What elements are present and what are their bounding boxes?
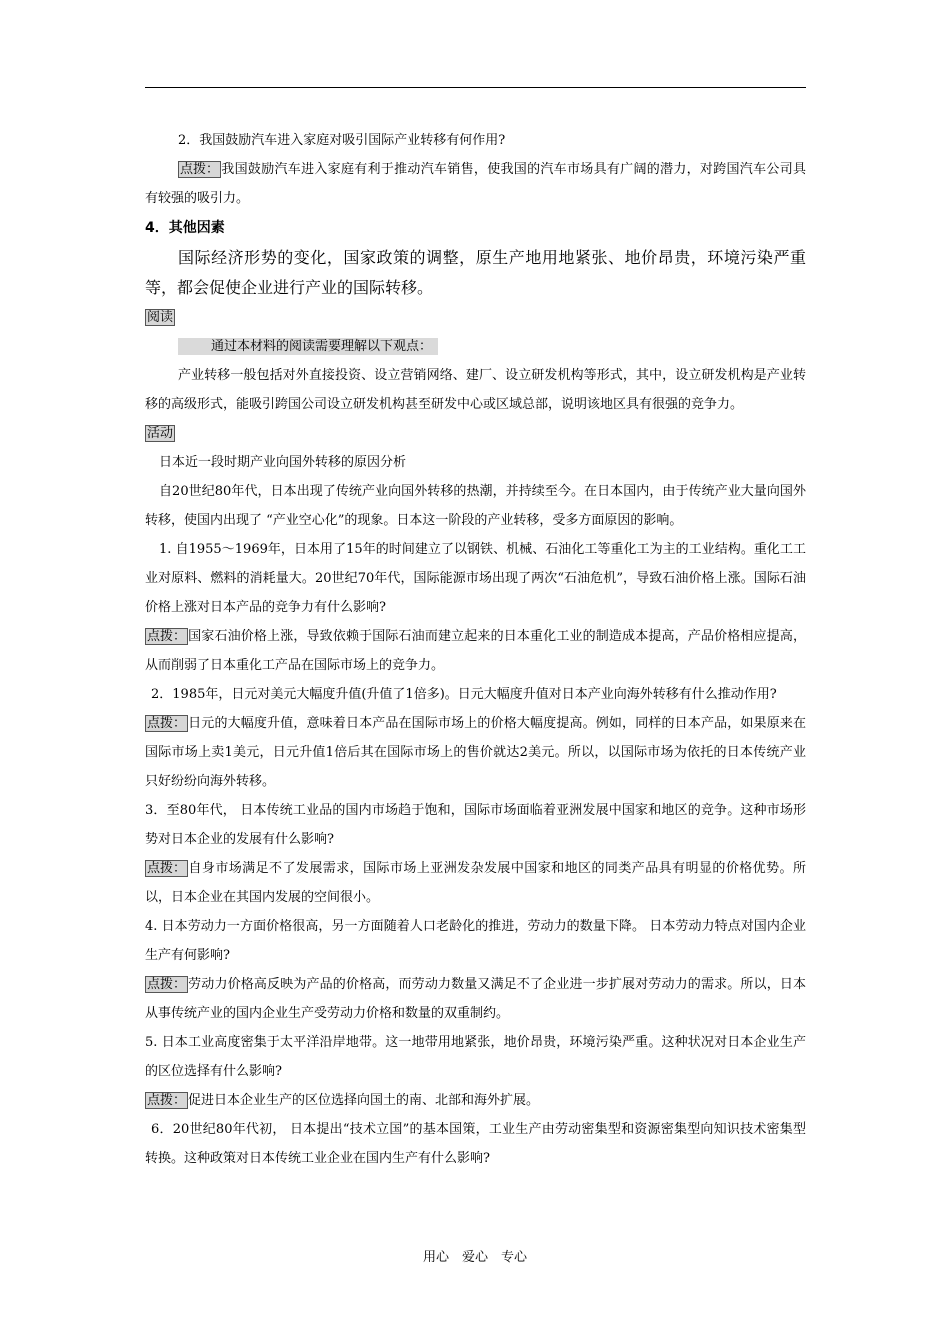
- tip-label: 点拨：: [180, 162, 220, 177]
- header-rule: [145, 87, 806, 88]
- tip-label: 点拨：: [147, 1093, 187, 1108]
- tip-label: 点拨：: [147, 977, 187, 992]
- question-1: 1. 自1955～1969年，日本用了15年的时间建立了以钢铁、机械、石油化工等重化工为主的工业结构。重化工工业对原料、燃料的消耗量大。20世纪70年代，国际能源市场出现了两次“石油危机”，导致石油价格上涨。国际石油价格上涨对日本产品的竞争力有什么影响?: [145, 542, 806, 615]
- paragraph-other-factors: 国际经济形势的变化，国家政策的调整，原生产地用地紧张、地价昂贵，环境污染严重等，都会促使企业进行产业的国际转移。: [145, 248, 806, 297]
- answer-1: 点拨： 国家石油价格上涨，导致依赖于国际石油而建立起来的日本重化工业的制造成本提高，产品价格相应提高，从而削弱了日本重化工产品在国际市场上的竞争力。: [145, 629, 806, 673]
- question-2: 2．1985年，日元对美元大幅度升值(升值了1倍多)。日元大幅度升值对日本产业向海外转移有什么推动作用?: [151, 687, 777, 702]
- reading-intro-line: [145, 332, 806, 361]
- section-heading-other-factors: 4．其他因素: [145, 220, 225, 236]
- question-6: 6．20世纪80年代初， 日本提出“技术立国”的基本国策，工业生产由劳动密集型和资源密集型向知识技术密集型转换。这种政策对日本传统工业企业在国内生产有什么影响?: [145, 1122, 806, 1166]
- document-body: [145, 126, 806, 1173]
- tip-label: 点拨：: [147, 861, 187, 876]
- answer-5: 点拨： 促进日本企业生产的区位选择向国土的南、北部和海外扩展。: [147, 1093, 540, 1108]
- reading-intro: 通过本材料的阅读需要理解以下观点：: [178, 338, 438, 355]
- reading-label-line: [145, 303, 806, 332]
- tip-label: 点拨：: [147, 629, 187, 644]
- answer-2: 点拨： 日元的大幅度升值，意味着日本产品在国际市场上的价格大幅度提高。例如，同样的日本产品，如果原来在国际市场上卖1美元，日元升值1倍后其在国际市场上的售价就达2美元。所以，以国际市场为依托的日本传统产业只好纷纷向海外转移。: [145, 716, 806, 789]
- question-5: 5. 日本工业高度密集于太平洋沿岸地带。这一地带用地紧张，地价昂贵，环境污染严重。这种状况对日本企业生产的区位选择有什么影响?: [145, 1035, 806, 1079]
- activity-label: 活动: [147, 426, 174, 441]
- activity-label-line: [145, 419, 806, 448]
- answer-3: 点拨： 自身市场满足不了发展需求，国际市场上亚洲发杂发展中国家和地区的同类产品具有明显的价格优势。所以，日本企业在其国内发展的空间很小。: [145, 861, 806, 905]
- answer-4: 点拨： 劳动力价格高反映为产品的价格高，而劳动力数量又满足不了企业进一步扩展对劳动力的需求。所以，日本从事传统产业的国内企业生产受劳动力价格和数量的双重制约。: [145, 977, 806, 1021]
- reading-text: 产业转移一般包括对外直接投资、设立营销网络、建厂、设立研发机构等形式，其中，设立研发机构是产业转移的高级形式，能吸引跨国公司设立研发机构甚至研发中心或区域总部，说明该地区具有很强的竞争力。: [145, 368, 806, 412]
- answer-china-cars: 点拨： 我国鼓励汽车进入家庭有利于推动汽车销售，使我国的汽车市场具有广阔的潜力，对跨国汽车公司具有较强的吸引力。: [145, 162, 806, 206]
- question-4: 4. 日本劳动力一方面价格很高，另一方面随着人口老龄化的推进，劳动力的数量下降。 日本劳动力特点对国内企业生产有何影响?: [145, 919, 806, 963]
- reading-label: 阅读: [147, 310, 174, 325]
- question-china-cars: 2．我国鼓励汽车进入家庭对吸引国际产业转移有何作用?: [178, 133, 506, 148]
- activity-intro: 自20世纪80年代，日本出现了传统产业向国外转移的热潮，并持续至今。在日本国内，由于传统产业大量向国外转移，使国内出现了 “产业空心化”的现象。日本这一阶段的产业转移，受多方面原因的影响。: [145, 484, 806, 528]
- activity-title: 日本近一段时期产业向国外转移的原因分析: [159, 455, 407, 470]
- tip-label: 点拨：: [147, 716, 187, 731]
- question-3: 3．至80年代， 日本传统工业品的国内市场趋于饱和，国际市场面临着亚洲发展中国家和地区的竞争。这种市场形势对日本企业的发展有什么影响?: [145, 803, 806, 847]
- page-footer: 用心 爱心 专心: [422, 1250, 527, 1265]
